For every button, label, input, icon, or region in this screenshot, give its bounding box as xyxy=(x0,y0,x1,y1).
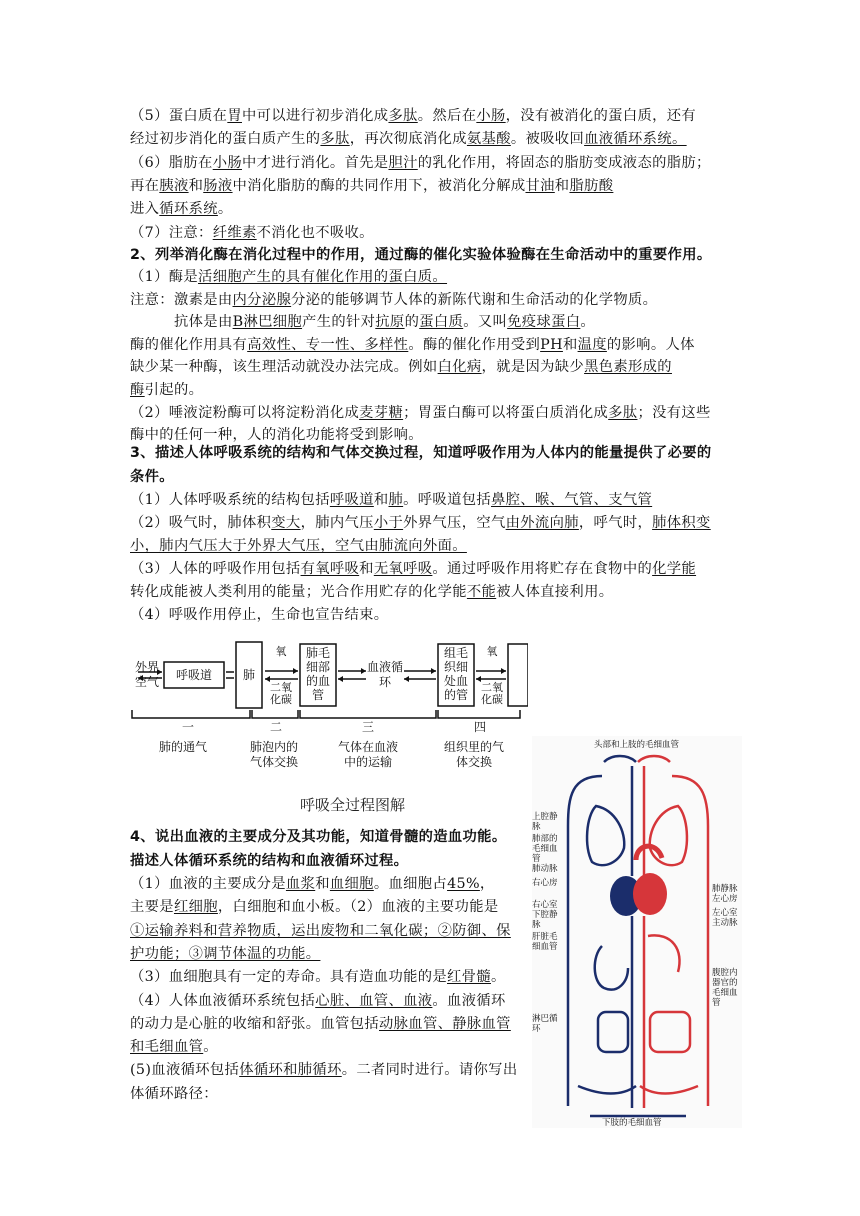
text-segment: 不消化也不吸收。 xyxy=(256,224,374,241)
heading-4-line2: 描述人体循环系统的结构和血液循环过程。 xyxy=(130,853,409,869)
ivc-label: 下腔静脉 xyxy=(532,910,558,930)
underlined-answer: 血浆 xyxy=(285,876,316,892)
underlined-answer: 和毛细血管 xyxy=(130,1039,204,1056)
heart-left-side xyxy=(633,873,667,915)
underlined-answer: 有氧呼吸 xyxy=(300,561,360,577)
blood-lines-line xyxy=(130,966,530,988)
enzyme-lines-line xyxy=(130,334,730,356)
heading-4-line1: 4、说出血液的主要成分及其功能，知道骨髓的造血功能。 xyxy=(130,829,507,845)
text-segment: ；没有这些 xyxy=(637,404,711,421)
blood-lines-line xyxy=(130,990,530,1012)
text-segment: （5）蛋白质在 xyxy=(130,108,228,124)
underlined-answer: 胰液 xyxy=(159,177,189,194)
blood-lines-line xyxy=(130,1036,530,1058)
text-segment: 缺少某一种酶，该生理活动就没办法完成。例如 xyxy=(130,359,438,376)
underlined-answer: 动脉血管、静脉血管 xyxy=(379,1015,511,1032)
underlined-answer: 由外流向肺 xyxy=(505,515,579,531)
underlined-answer: 氨基酸 xyxy=(466,131,511,148)
underlined-answer: 高效性、专一性、多样性 xyxy=(247,336,409,353)
underlined-answer: 蛋白质 xyxy=(419,314,464,331)
text-segment: 中可以进行初步消化成 xyxy=(241,108,389,124)
ra-label: 右心房 xyxy=(532,878,558,888)
underlined-answer: 内分泌腺 xyxy=(232,291,292,308)
text-segment: ，就是因为缺少 xyxy=(481,359,585,376)
text-segment: 转化成能被人类利用的能量；光合作用贮存的化学能 xyxy=(130,584,467,600)
desc-1: 肺的通气 xyxy=(158,740,207,754)
blood-circ-label: 血液循环 xyxy=(366,660,403,689)
oxygen-label-1: 氧 xyxy=(275,645,287,658)
underlined-answer: 小肠 xyxy=(476,108,506,124)
enzyme-lines-line xyxy=(130,266,730,288)
enzyme-lines-line xyxy=(174,311,774,333)
liver-label: 肝脏毛细血管 xyxy=(532,932,558,952)
text-segment: 产生的针对 xyxy=(302,314,376,331)
enzyme-lines-line xyxy=(130,356,730,378)
step-4: 四 xyxy=(473,720,486,734)
text-segment: （7）注意： xyxy=(130,224,213,241)
text-segment: 。酶的催化作用受到 xyxy=(408,336,541,353)
circulation-diagram xyxy=(532,736,742,1128)
text-segment: 的影响。人体 xyxy=(606,336,695,353)
text-segment: 被人体直接利用。 xyxy=(496,584,614,600)
blood-lines-line xyxy=(130,873,530,895)
pulmonary-artery-label: 肺动脉 xyxy=(532,864,558,874)
underlined-answer: 酶 xyxy=(130,382,145,398)
underlined-answer: ①运输养料和营养物质，运出废物和二氧化碳；②防御、保 xyxy=(130,922,511,939)
text-segment: 和 xyxy=(359,561,374,577)
underlined-answer: 45% xyxy=(447,876,480,892)
text-segment: （1）酶是 xyxy=(130,269,199,285)
lung-capillaries-label: 肺部的毛细血管 xyxy=(532,834,558,864)
text-segment: 注意：激素是由 xyxy=(130,291,233,308)
underlined-answer: 麦芽糖 xyxy=(359,404,404,421)
enzyme-lines-line xyxy=(130,402,730,424)
underlined-answer: 小肠 xyxy=(212,154,242,171)
underlined-answer: 鼻腔、喉、气管、支气管 xyxy=(491,492,653,508)
text-segment: （1）血液的主要成分是 xyxy=(130,876,286,892)
text-segment: (5)血液循环包括 xyxy=(130,1062,240,1079)
underlined-answer: 胆汁 xyxy=(388,154,418,171)
underlined-answer: 肺 xyxy=(388,492,404,508)
text-segment: （3）血细胞具有一定的寿命。具有造血功能的是 xyxy=(130,969,448,986)
underlined-answer: 护功能；③调节体温的功能。 xyxy=(130,945,321,962)
enzyme-lines-line xyxy=(130,289,730,311)
text-segment: 酶中的任何一种，人的消化功能将受到影响。 xyxy=(130,427,423,444)
text-segment: 的乳化作用，将固态的脂肪变成液态的脂肪； xyxy=(417,154,711,171)
underlined-answer: 多肽 xyxy=(388,108,418,124)
underlined-answer: 纤维素 xyxy=(212,224,257,241)
pulmonary-vein-label: 肺静脉 xyxy=(712,884,738,894)
text-segment: 。 xyxy=(580,314,596,331)
text-segment: ，肺内气压 xyxy=(300,515,374,531)
tissue-cap-label: 组毛织细处血的管 xyxy=(443,646,468,702)
underlined-answer: 血细胞 xyxy=(329,876,374,892)
underlined-answer: 温度 xyxy=(577,336,607,353)
underlined-answer: 体循环和肺循环 xyxy=(239,1062,342,1079)
underlined-answer: 甘油 xyxy=(525,177,555,194)
text-segment: 和 xyxy=(315,876,330,892)
blood-lines-line xyxy=(130,920,530,942)
text-segment: ；胃蛋白酶可以将蛋白质消化成 xyxy=(403,404,609,421)
respiration-lines-line xyxy=(130,489,730,511)
text-segment: 酶的催化作用具有 xyxy=(130,336,248,353)
text-segment: 。 xyxy=(217,201,233,218)
text-segment: 。呼吸道包括 xyxy=(403,492,492,508)
underlined-answer: 无氧呼吸 xyxy=(373,561,433,577)
desc-4: 组织里的气体交换 xyxy=(443,740,504,769)
text-segment: （4）呼吸作用停止，生命也宣告结束。 xyxy=(130,607,389,623)
text-segment: 。被吸收回 xyxy=(510,131,585,148)
la-label: 左心房 xyxy=(712,894,738,904)
lv-label: 左心室 xyxy=(712,908,738,918)
oxygen-label-2: 氧 xyxy=(486,645,498,658)
underlined-answer: 脂肪酸 xyxy=(569,177,614,194)
section3-digestion-lines-line xyxy=(130,175,730,197)
text-segment: ，没有被消化的蛋白质，还有 xyxy=(505,108,697,124)
text-segment: ， xyxy=(479,876,495,892)
text-segment: 抗体是由 xyxy=(174,314,233,331)
blood-lines-line xyxy=(130,1083,530,1105)
outside-air-label: 外界空气 xyxy=(134,660,159,689)
underlined-answer: 红骨髓 xyxy=(447,969,491,986)
section3-digestion-lines-line xyxy=(130,198,730,220)
text-segment: 再在 xyxy=(130,177,160,194)
underlined-answer: 红细胞 xyxy=(173,899,218,916)
underlined-answer: B淋巴细胞 xyxy=(232,314,303,331)
tissue-box xyxy=(508,644,528,706)
co2-label-2: 二氧化碳 xyxy=(481,681,503,706)
heading-2: 2、列举消化酶在消化过程中的作用，通过酶的催化实验体验酶在生命活动中的重要作用。 xyxy=(130,247,712,263)
text-segment: 外界气压，空气 xyxy=(403,515,506,531)
blood-lines-line xyxy=(130,1059,530,1081)
text-segment: 中消化脂肪的酶的共同作用下，被消化分解成 xyxy=(232,177,526,194)
alv-cap-label: 肺毛细部的血管 xyxy=(305,646,330,702)
desc-3: 气体在血液中的运输 xyxy=(337,740,398,769)
text-segment: 中才进行消化。首先是 xyxy=(241,154,389,171)
underlined-answer: 变大 xyxy=(271,515,301,531)
head-capillaries-label: 头部和上肢的毛细血管 xyxy=(594,740,680,750)
airway-label: 呼吸道 xyxy=(175,668,212,682)
text-segment: 。然后在 xyxy=(417,108,477,124)
text-segment: ，白细胞和血小板。（2）血液的主要功能是 xyxy=(217,899,499,916)
underlined-answer: 胃 xyxy=(227,108,242,124)
text-segment: ，再次彻底消化成 xyxy=(349,131,467,148)
section3-digestion-lines-line xyxy=(130,105,730,127)
respiration-lines-line xyxy=(130,604,730,626)
text-segment: （6）脂肪在 xyxy=(130,154,213,171)
text-segment: 。 xyxy=(203,1039,218,1056)
text-segment: 。血细胞占 xyxy=(373,876,448,892)
underlined-answer: 小，肺内气压大于外界大气压，空气由肺流向外面。 xyxy=(130,538,467,554)
text-segment: 和 xyxy=(554,177,570,194)
text-segment: （2）吸气时，肺体积 xyxy=(130,515,272,531)
underlined-answer: 抗原 xyxy=(375,314,405,331)
text-segment: 和 xyxy=(373,492,389,508)
underlined-answer: 多肽 xyxy=(320,131,350,148)
text-segment: 引起的。 xyxy=(144,382,204,398)
co2-label-1: 二氧化碳 xyxy=(270,681,292,706)
text-segment: 的动力是心脏的收缩和舒张。血管包括 xyxy=(130,1015,379,1032)
underlined-answer: 呼吸道 xyxy=(329,492,374,508)
section3-digestion-lines-line xyxy=(130,152,730,174)
text-segment: 的 xyxy=(404,314,420,331)
text-segment: 主要是 xyxy=(130,899,174,916)
underlined-answer: 循环系统 xyxy=(159,201,218,218)
underlined-answer: PH xyxy=(540,336,563,353)
underlined-answer: 化学能 xyxy=(652,561,697,577)
text-segment: 进入 xyxy=(130,201,160,218)
text-segment: 。又叫 xyxy=(463,314,508,331)
text-segment: （1）人体呼吸系统的结构包括 xyxy=(130,492,330,508)
text-segment: 和 xyxy=(188,177,204,194)
respiration-lines-line xyxy=(130,558,730,580)
respiration-lines-line xyxy=(130,581,730,603)
text-segment: 。二者同时进行。请你写出 xyxy=(341,1062,518,1079)
underlined-answer: 白化病 xyxy=(437,359,482,376)
respiration-lines-line xyxy=(130,512,730,534)
heading-3-line1: 3、描述人体呼吸系统的结构和气体交换过程，知道呼吸作用为人体内的能量提供了必要的 xyxy=(130,445,712,461)
step-3: 三 xyxy=(361,720,374,734)
blood-lines-line xyxy=(130,943,530,965)
rv-label: 右心室 xyxy=(532,900,558,910)
diagram-caption: 呼吸全过程图解 xyxy=(300,796,406,814)
text-segment: 体循环路径： xyxy=(130,1085,218,1102)
underlined-answer: 不能 xyxy=(466,584,497,600)
text-segment: 。血液循环 xyxy=(432,992,506,1009)
respiration-lines-line xyxy=(130,535,730,557)
svc-label: 上腔静脉 xyxy=(532,812,558,832)
text-segment: 经过初步消化的蛋白质产生的 xyxy=(130,131,321,148)
lower-limb-capillaries-label: 下肢的毛细血管 xyxy=(602,1118,662,1128)
enzyme-lines-line xyxy=(130,379,730,401)
underlined-answer: 免疫球蛋白 xyxy=(507,314,581,331)
text-segment: ，呼气时， xyxy=(578,515,653,531)
abdominal-capillaries-label: 腹腔内器官的毛细血管 xyxy=(712,968,738,1008)
underlined-answer: 黑色素形成的 xyxy=(584,359,672,376)
text-segment: 。 xyxy=(490,969,506,986)
text-segment: （3）人体的呼吸作用包括 xyxy=(130,561,301,577)
underlined-answer: 多肽 xyxy=(608,404,638,421)
text-segment: 。通过呼吸作用将贮存在食物中的 xyxy=(432,561,653,577)
desc-2: 肺泡内的气体交换 xyxy=(249,740,298,769)
blood-lines-line xyxy=(130,896,530,918)
respiration-diagram xyxy=(128,632,528,822)
lung-label: 肺 xyxy=(242,668,255,682)
text-segment: 和 xyxy=(562,336,578,353)
underlined-answer: 活细胞产生的具有催化作用的蛋白质。 xyxy=(198,269,448,285)
aorta-label: 主动脉 xyxy=(712,918,738,928)
underlined-answer: 肠液 xyxy=(203,177,233,194)
text-segment: 分泌的能够调节人体的新陈代谢和生命活动的化学物质。 xyxy=(291,291,658,308)
underlined-answer: 小于 xyxy=(373,515,404,531)
step-2: 二 xyxy=(269,720,282,734)
section3-digestion-lines-line xyxy=(130,222,730,244)
underlined-answer: 心脏、血管、血液 xyxy=(315,992,433,1009)
section3-digestion-lines-line xyxy=(130,128,730,150)
heading-3-line2: 条件。 xyxy=(130,469,174,485)
blood-lines-line xyxy=(130,1013,530,1035)
text-segment: （4）人体血液循环系统包括 xyxy=(130,992,316,1009)
underlined-answer: 肺体积变 xyxy=(652,515,711,531)
lymph-label: 淋巴循环 xyxy=(532,1014,558,1034)
underlined-answer: 血液循环系统。 xyxy=(584,131,687,148)
step-1: 一 xyxy=(181,720,194,734)
text-segment: （2）唾液淀粉酶可以将淀粉消化成 xyxy=(130,404,360,421)
